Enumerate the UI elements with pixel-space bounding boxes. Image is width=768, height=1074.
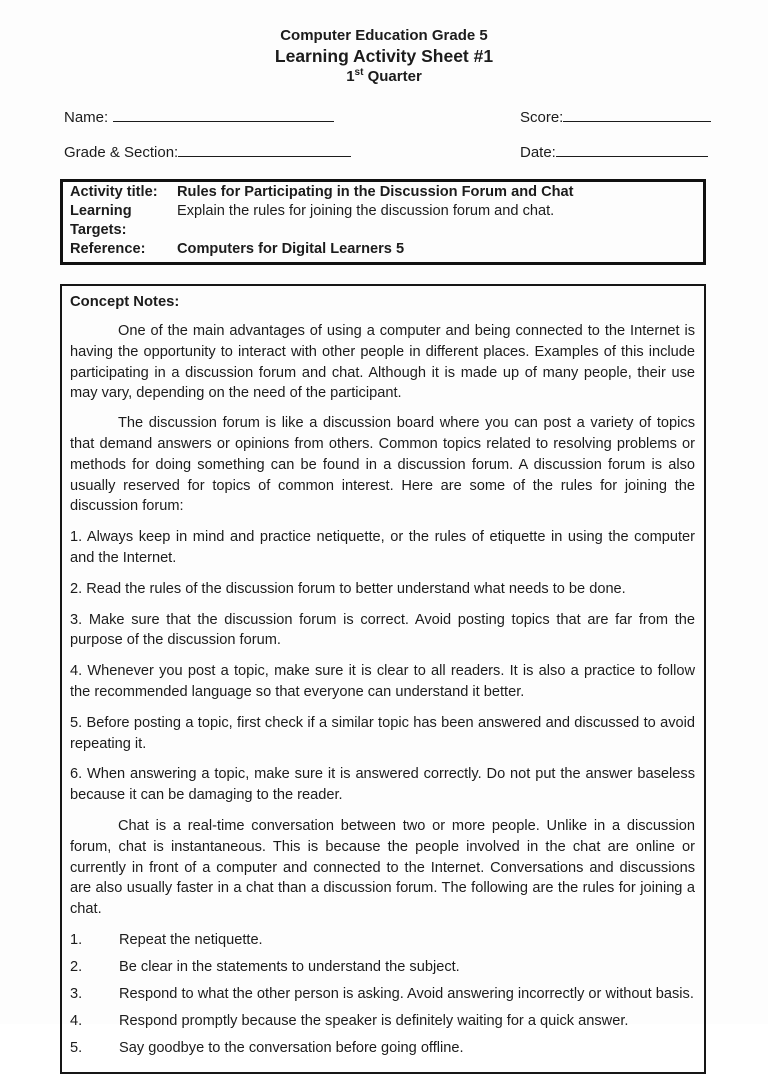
grade-date-row <box>60 142 706 160</box>
grade-section-blank-line <box>178 142 351 157</box>
forum-rule-6-text: When answering a topic, make sure it is answered correctly. Do not put the answer baseless because it can be damaging to the reader. <box>70 766 695 804</box>
quarter-heading <box>0 67 768 86</box>
date-field <box>520 142 708 161</box>
student-info-section <box>60 107 706 160</box>
chat-rule-1 <box>70 930 695 951</box>
grade-section-label: Grade & Section: <box>64 144 179 161</box>
chat-rules-list <box>70 930 695 1059</box>
activity-info-box <box>60 179 706 265</box>
chat-rule-5 <box>70 1038 695 1059</box>
forum-rule-2-text: Read the rules of the discussion forum to better understand what needs to be done. <box>86 580 626 597</box>
forum-rule-2 <box>70 579 695 600</box>
quarter-ordinal-suffix: st <box>354 67 364 78</box>
chat-rule-2-number: 2. <box>70 958 83 975</box>
forum-rule-1-number: 1. <box>70 529 83 546</box>
forum-rule-1-text: Always keep in mind and practice netiquette, or the rules of etiquette in using the computer and the Internet. <box>70 529 695 566</box>
reference-row <box>70 240 695 259</box>
chat-rule-4-number: 4. <box>70 1012 83 1029</box>
chat-rule-2-text: Be clear in the statements to understand the subject. <box>119 958 460 975</box>
chat-rule-4 <box>70 1011 695 1032</box>
chat-rule-3 <box>70 984 695 1005</box>
name-score-row <box>60 107 706 125</box>
chat-paragraph: Chat is a real-time conversation between two or more people. Unlike in a discussion forum, chat is instantaneous. This is because the people involved in the chat are online or currently in front of a computer and connected to the Internet. Conversations and discussions are also usually faster in a chat than a discussion forum. The following are the rules for joining a chat. <box>70 817 695 918</box>
forum-rule-5-text: Before posting a topic, first check if a similar topic has been answered and discussed to avoid repeating it. <box>70 714 695 752</box>
chat-rule-3-text: Respond to what the other person is asking. Avoid answering incorrectly or without basis. <box>119 985 694 1002</box>
quarter-word: Quarter <box>363 68 422 85</box>
forum-rule-3-text: Make sure that the discussion forum is correct. Avoid posting topics that are far from the purpose of the discussion forum. <box>70 611 695 649</box>
reference-value: Computers for Digital Learners 5 <box>177 241 405 257</box>
subject-title: Computer Education Grade 5 <box>280 27 488 44</box>
forum-rule-5 <box>70 713 695 755</box>
activity-title-label: Activity title: <box>70 184 158 200</box>
score-label: Score: <box>520 109 564 126</box>
reference-label: Reference: <box>70 241 146 257</box>
forum-rule-4-text: Whenever you post a topic, make sure it is clear to all readers. It is also a practice to follow the recommended language so that everyone can understand it better. <box>70 663 695 700</box>
concept-notes-title: Concept Notes: <box>70 294 180 310</box>
discussion-forum-paragraph: The discussion forum is like a discussion board where you can post a variety of topics that demand answers or opinions from others. Common topics related to resolving problems or methods for doing something can be found in a discussion forum. A discussion forum is also usually reserved for topics of common interest. Here are some of the rules for joining the discussion forum: <box>70 415 695 515</box>
forum-rule-2-number: 2. <box>70 580 83 597</box>
forum-rule-3 <box>70 610 695 652</box>
forum-rule-5-number: 5. <box>70 714 83 731</box>
forum-rule-6-number: 6. <box>70 766 83 783</box>
name-blank-line <box>113 107 334 122</box>
chat-rule-5-number: 5. <box>70 1039 83 1056</box>
score-blank-line <box>563 107 711 122</box>
chat-rule-1-number: 1. <box>70 931 83 948</box>
name-field <box>64 107 334 126</box>
name-label: Name: <box>64 109 109 126</box>
forum-rule-4-number: 4. <box>70 663 83 680</box>
learning-targets-label: Learning Targets: <box>70 203 132 238</box>
chat-rule-5-text: Say goodbye to the conversation before going offline. <box>119 1039 464 1056</box>
chat-rule-4-text: Respond promptly because the speaker is definitely waiting for a quick answer. <box>119 1012 629 1029</box>
activity-title-row <box>70 183 695 202</box>
chat-rule-3-number: 3. <box>70 985 83 1002</box>
forum-rule-6 <box>70 764 695 806</box>
forum-rule-4 <box>70 661 695 703</box>
grade-section-field <box>64 142 351 161</box>
activity-title-value: Rules for Participating in the Discussion Forum and Chat <box>177 184 574 200</box>
intro-paragraph: One of the main advantages of using a computer and being connected to the Internet is having the opportunity to interact with other people in different places. Examples of this include participating in a discussion forum and chat. Although it is made up of many people, their use may vary, depending on the need of the participant. <box>70 323 695 402</box>
document-header <box>0 0 768 86</box>
date-label: Date: <box>520 144 556 161</box>
learning-targets-row <box>70 202 695 240</box>
date-blank-line <box>556 142 708 157</box>
chat-rule-1-text: Repeat the netiquette. <box>119 931 263 948</box>
sheet-title: Learning Activity Sheet #1 <box>274 46 494 66</box>
forum-rule-1 <box>70 527 695 569</box>
chat-rule-2 <box>70 957 695 978</box>
concept-notes-box <box>60 284 706 1074</box>
quarter-number: 1 <box>346 68 355 85</box>
forum-rule-3-number: 3. <box>70 611 83 628</box>
score-field <box>520 107 711 126</box>
learning-targets-value: Explain the rules for joining the discussion forum and chat. <box>177 203 555 219</box>
